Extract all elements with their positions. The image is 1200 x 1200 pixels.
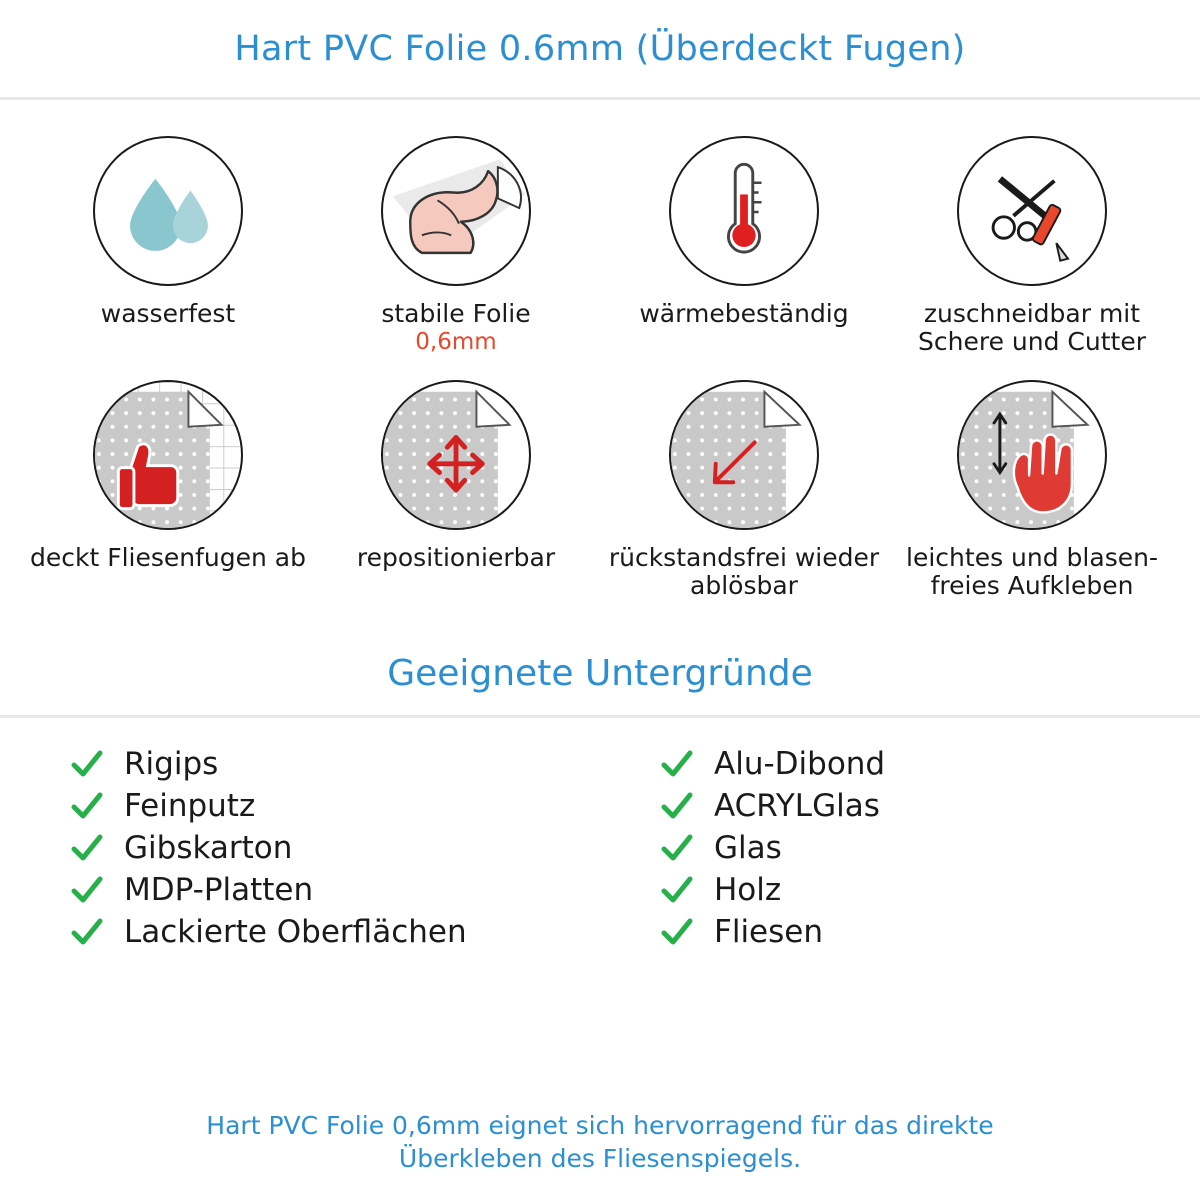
- feature-ruckstandsfrei: [600, 380, 888, 602]
- list-item-label: MDP-Platten: [124, 872, 314, 908]
- list-item: [70, 746, 590, 782]
- feature-zuschneidbar: [888, 136, 1176, 358]
- feature-icon-circle: [381, 380, 531, 530]
- check-icon: [660, 873, 694, 907]
- check-icon: [70, 915, 104, 949]
- features-grid: [0, 100, 1200, 602]
- feature-deckt-fliesenfugen: [24, 380, 312, 602]
- list-item-label: Glas: [714, 830, 782, 866]
- check-icon: [660, 747, 694, 781]
- feature-icon-circle: [669, 136, 819, 286]
- check-icon: [660, 831, 694, 865]
- list-item: [660, 746, 1130, 782]
- list-item: [70, 830, 590, 866]
- substrates-header: [0, 632, 1200, 718]
- thermometer-icon: [671, 136, 817, 286]
- list-item: [70, 788, 590, 824]
- check-icon: [660, 789, 694, 823]
- list-item: [70, 872, 590, 908]
- feature-icon-circle: [93, 136, 243, 286]
- substrates-list: [0, 718, 1200, 950]
- list-item: [660, 914, 1130, 950]
- list-item: [660, 830, 1130, 866]
- water-drops-icon: [95, 136, 241, 286]
- check-icon: [70, 873, 104, 907]
- feature-icon-circle: [957, 136, 1107, 286]
- list-item: [70, 914, 590, 950]
- page-title: Hart PVC Folie 0.6mm (Überdeckt Fugen): [234, 28, 966, 69]
- list-item: [660, 872, 1130, 908]
- feature-stabile-folie: [312, 136, 600, 358]
- list-item-label: Fliesen: [714, 914, 823, 950]
- check-icon: [70, 747, 104, 781]
- feature-label: wärmebeständig: [639, 299, 849, 328]
- check-icon: [70, 789, 104, 823]
- feature-label: leichtes und blasen- freies Aufkleben: [906, 543, 1158, 600]
- feature-aufkleben: [888, 380, 1176, 602]
- list-item-label: Gibskarton: [124, 830, 293, 866]
- thumbs-up-tile-icon: [95, 380, 241, 530]
- header: [0, 0, 1200, 100]
- substrates-column-left: [70, 746, 590, 950]
- four-arrows-reposition-icon: [383, 380, 529, 530]
- list-item-label: Alu-Dibond: [714, 746, 886, 782]
- feature-icon-circle: [381, 136, 531, 286]
- substrates-column-right: [610, 746, 1130, 950]
- feature-label: repositionierbar: [356, 543, 556, 572]
- feature-wasserfest: [24, 136, 312, 358]
- peel-arrow-icon: [671, 380, 817, 530]
- footer-line-2: Überkleben des Fliesenspiegels.: [398, 1144, 802, 1174]
- feature-waermebestaendig: [600, 136, 888, 358]
- check-icon: [70, 831, 104, 865]
- list-item-label: ACRYLGlas: [714, 788, 880, 824]
- feature-label: zuschneidbar mit Schere und Cutter: [918, 299, 1146, 356]
- feature-icon-circle: [669, 380, 819, 530]
- feature-label: deckt Fliesenfugen ab: [29, 543, 306, 572]
- feature-label: stabile Folie: [381, 299, 531, 328]
- check-icon: [660, 915, 694, 949]
- substrates-title: Geeignete Untergründe: [387, 653, 813, 694]
- feature-label: rückstandsfrei wieder ablösbar: [608, 543, 880, 600]
- list-item-label: Lackierte Oberflächen: [124, 914, 467, 950]
- feature-sublabel: 0,6mm: [415, 329, 497, 355]
- footer-line-1: Hart PVC Folie 0,6mm eignet sich hervorragend für das direkte: [206, 1110, 994, 1140]
- list-item-label: Rigips: [124, 746, 219, 782]
- list-item-label: Feinputz: [124, 788, 256, 824]
- list-item: [660, 788, 1130, 824]
- feature-repositionierbar: [312, 380, 600, 602]
- feature-label: wasserfest: [100, 299, 236, 328]
- feature-icon-circle: [957, 380, 1107, 530]
- feature-icon-circle: [93, 380, 243, 530]
- scissors-cutter-icon: [959, 136, 1105, 286]
- flexed-biceps-icon: [383, 136, 529, 286]
- hand-smoothing-icon: [959, 380, 1105, 530]
- list-item-label: Holz: [714, 872, 782, 908]
- footer-note: [0, 1109, 1200, 1177]
